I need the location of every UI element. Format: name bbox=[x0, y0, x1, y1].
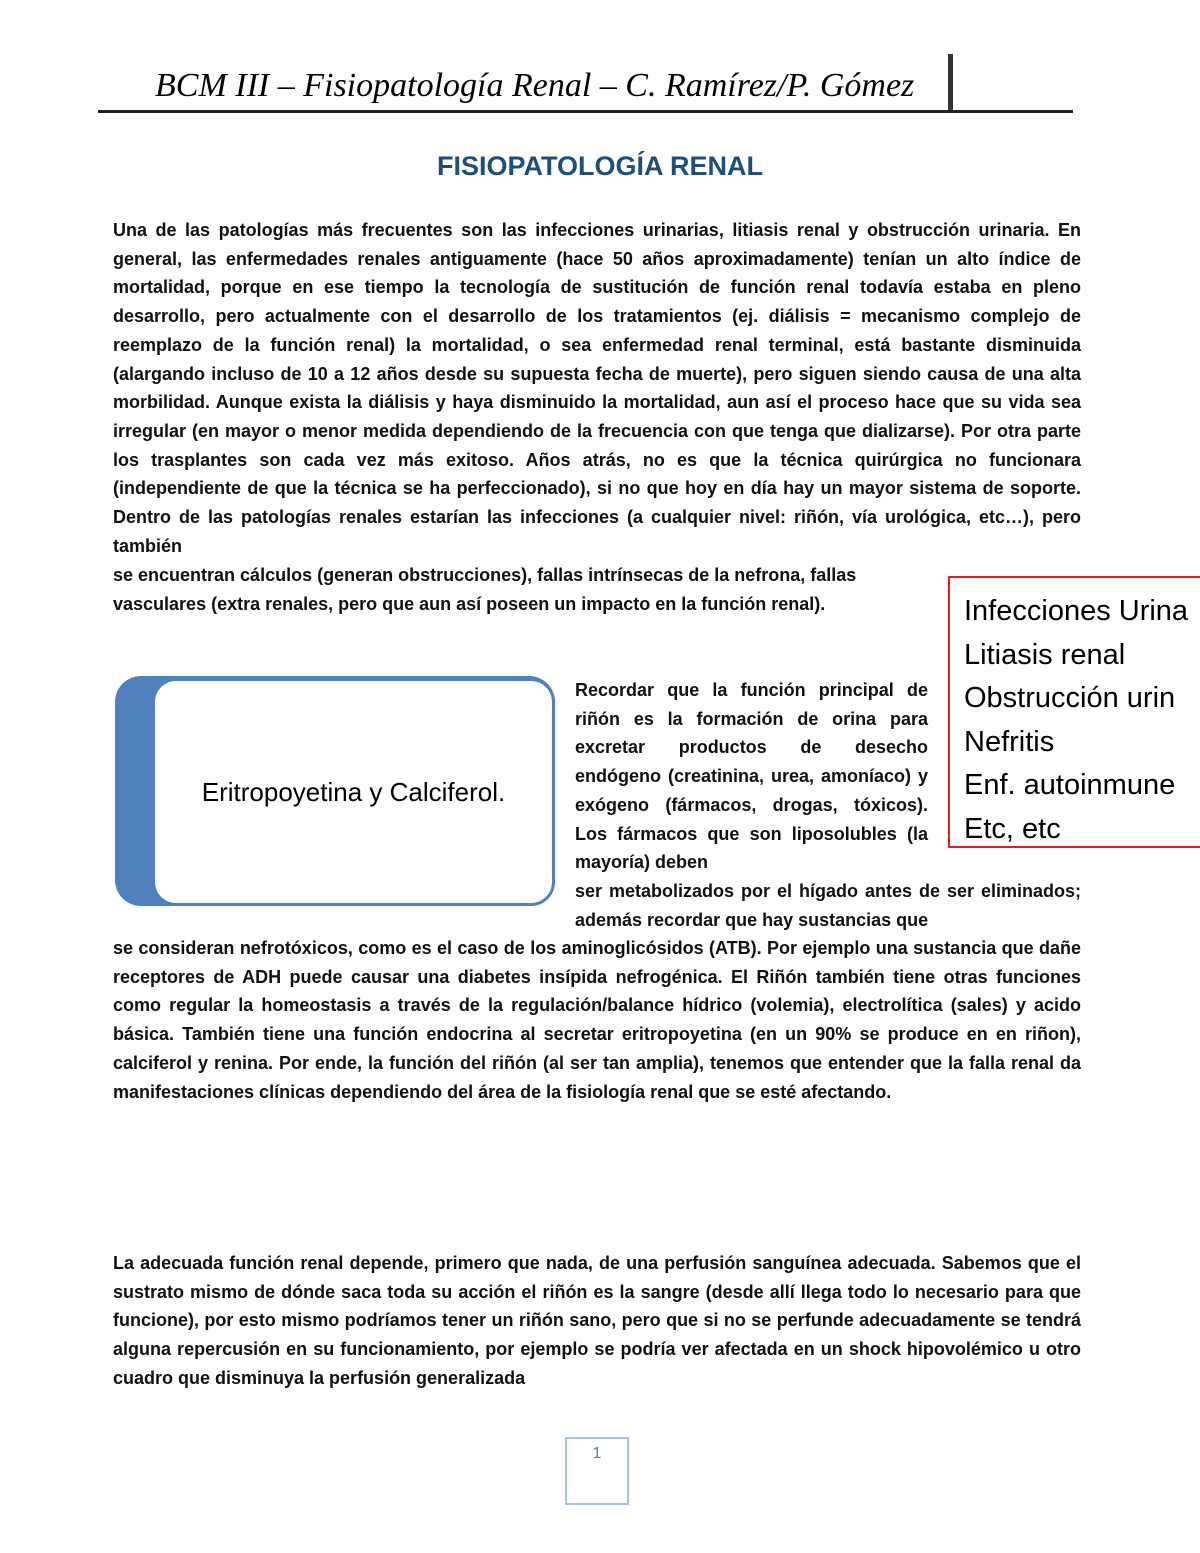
list-item: Etc, etc bbox=[964, 812, 1061, 845]
paragraph-function-indented: ser metabolizados por el hígado antes de ser eliminados; además recordar que hay sustancias que bbox=[575, 881, 1081, 930]
header-vertical-bar bbox=[948, 54, 953, 110]
list-item: Infecciones Urina bbox=[964, 595, 1189, 627]
paragraph-perfusion bbox=[113, 1249, 1081, 1393]
list-item: Nefritis bbox=[964, 725, 1055, 758]
paragraph-perfusion-end: . Sabemos que el sustrato mismo de dónde saca toda su acción el riñón es la sangre (desde allí llega todo lo necesario para que funcione), por esto mismo podríamos tener un riñón sano, pero que si no se perfunde adecuadamente se tendrá alguna repercusión en su funcionamiento, por ejemplo se podría ver afectada en un shock hipovolémico u otro cuadro que disminuya la perfusión generalizada bbox=[113, 1253, 1081, 1388]
paragraph-function-rest: se consideran nefrotóxicos, como es el caso de los aminoglicósidos (ATB). Por ejemplo una sustancia que dañe receptores de ADH puede causar una diabetes insípida nefrogénica. El Riñón también tiene otras funciones como regular la homeostasis a través de la regulación/balance hídrico (volemia), electrolítica (sales) y acido básica. También tiene una función endocrina al secretar eritropoyetina (en un 90% se produce en en riñon), calciferol y renina. Por ende, la función del riñón (al ser tan amplia), tenemos que entender que la falla renal da manifestaciones clínicas dependiendo del área de la fisiología renal que se esté afectando. bbox=[113, 938, 1081, 1102]
paragraph-function-side: Recordar que la función principal de riñón es la formación de orina para excretar productos de desecho endógeno (creatinina, urea, amoníaco) y exógeno (fármacos, drogas, tóxicos). Los fármacos que son liposolubles (la mayoría) deben bbox=[575, 680, 928, 873]
list-item: Enf. autoinmune bbox=[964, 769, 1176, 801]
paragraph-intro-tail-1: se encuentran cálculos (generan obstrucciones), fallas intrínsecas de la nefrona, fallas bbox=[113, 565, 857, 585]
list-item: Litiasis renal bbox=[964, 638, 1126, 671]
callout-box bbox=[152, 678, 555, 906]
paragraph-intro: Una de las patologías más frecuentes son las infecciones urinarias, litiasis renal y obstrucción urinaria. En general, las enfermedades renales antiguamente (hace 50 años aproximadamente) tenían un alto índice de mortalidad, porque en ese tiempo la tecnología de sustitución de función renal todavía estaba en pleno desarrollo, pero actualmente con el desarrollo de los tratamientos (ej. diálisis = mecanismo complejo de reemplazo de la función renal) la mortalidad, o sea enfermedad renal terminal, está bastante disminuida (alargando incluso de 10 a 12 años desde su supuesta fecha de muerte), pero siguen siendo causa de una alta morbilidad. Aunque exista la diálisis y haya disminuido la mortalidad, aun así el proceso hace que su vida sea irregular (en mayor o menor medida dependiendo de la frecuencia con que tenga que dializarse). Por otra parte los trasplantes son cada vez más exitoso. Años atrás, no es que la técnica quirúrgica no funcionara (independiente de que la técnica se ha perfeccionado), si no que hoy en día hay un mayor sistema de soporte. Dentro de las patologías renales estarían las infecciones (a cualquier nivel: riñón, vía urológica, etc…), pero también bbox=[113, 220, 1081, 556]
header-rule bbox=[98, 110, 1073, 113]
document-title: FISIOPATOLOGÍA RENAL bbox=[436, 151, 763, 181]
list-item: Obstrucción urin bbox=[964, 682, 1176, 714]
paragraph-intro-tail-2: vasculares (extra renales, pero que aun así poseen un impacto en la función renal). bbox=[113, 594, 826, 614]
callout-label: Eritropoyetina y Calciferol. bbox=[201, 776, 506, 807]
page-number: 1 bbox=[565, 1437, 629, 1505]
running-header: BCM III – Fisiopatología Renal – C. Ramírez/P. Gómez bbox=[155, 67, 915, 104]
perfusion-emphasis: perfusión sanguínea adecuada bbox=[664, 1253, 931, 1273]
paragraph-perfusion-start: La adecuada función renal depende, primero que nada, de una bbox=[113, 1253, 665, 1273]
pathology-list-box bbox=[948, 576, 1200, 848]
